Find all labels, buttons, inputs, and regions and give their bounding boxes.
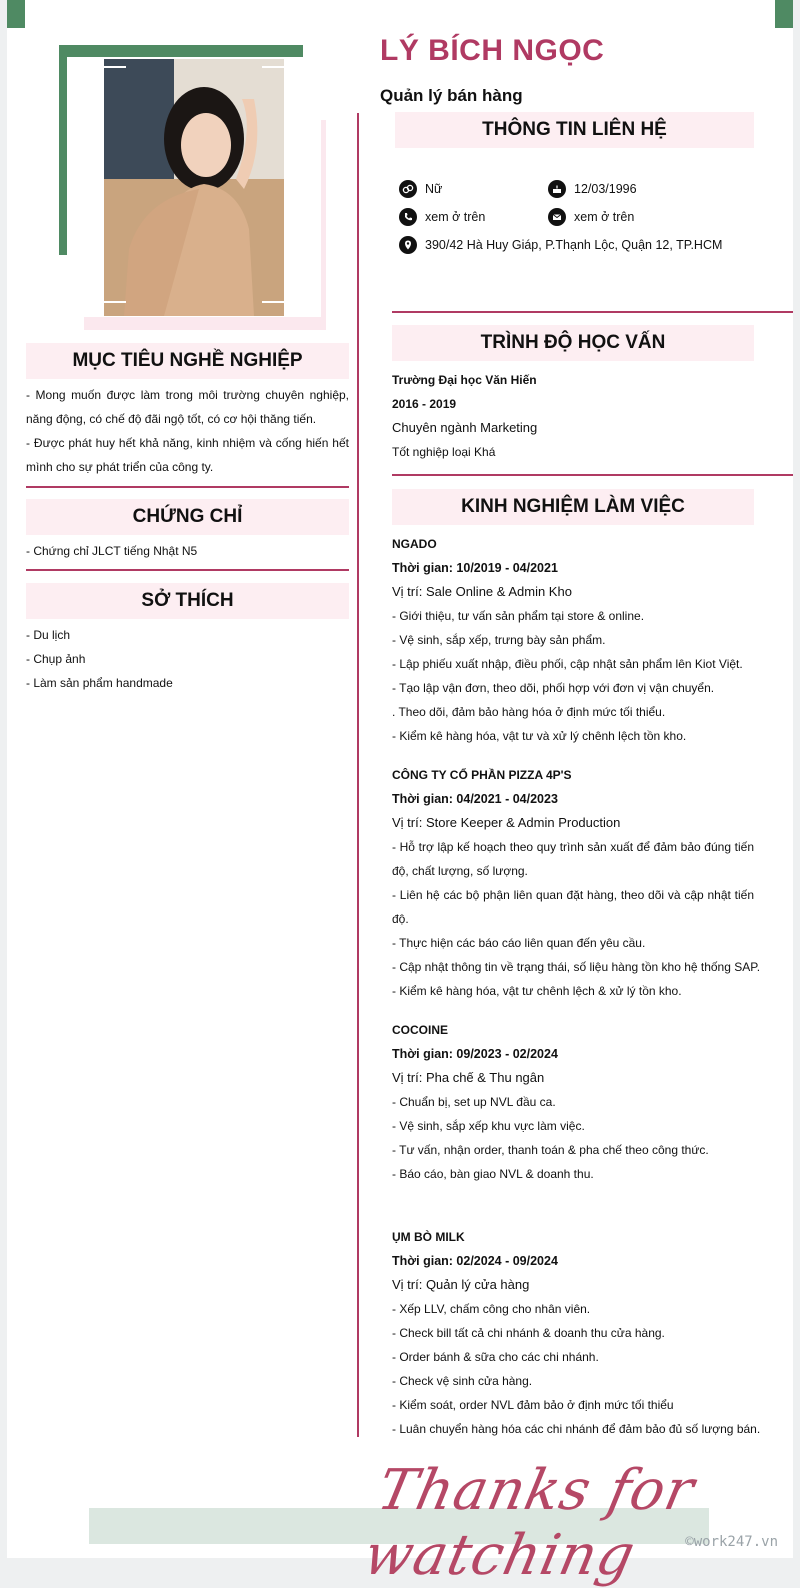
job-task: - Kiểm soát, order NVL đảm bảo ở định mức tối thiểu xyxy=(392,1398,674,1412)
corner-decoration-left xyxy=(7,0,25,28)
column-divider xyxy=(357,113,359,1437)
job-company: ỤM BÒ MILK xyxy=(392,1230,465,1244)
education-grade: Tốt nghiệp loại Khá xyxy=(392,445,496,459)
email-value: xem ở trên xyxy=(574,210,635,224)
job-task: . Theo dõi, đảm bảo hàng hóa ở định mức tối thiểu. xyxy=(392,705,666,719)
certificate-item: - Chứng chỉ JLCT tiếng Nhật N5 xyxy=(26,544,198,558)
job-task: - Check bill tất cả chi nhánh & doanh thu cửa hàng. xyxy=(392,1326,665,1340)
candidate-name: LÝ BÍCH NGỌC xyxy=(380,34,605,67)
job-position: Vị trí: Pha chế & Thu ngân xyxy=(392,1070,545,1085)
job-period: Thời gian: 09/2023 - 02/2024 xyxy=(392,1047,558,1061)
certificates-heading: CHỨNG CHỈ xyxy=(26,499,349,535)
job-company: NGADO xyxy=(392,537,437,551)
phone-icon xyxy=(399,208,417,226)
photo-corner-tick xyxy=(104,301,126,303)
hobby-item: - Chụp ảnh xyxy=(26,652,86,666)
job-task: - Order bánh & sữa cho các chi nhánh. xyxy=(392,1350,599,1364)
gender-icon xyxy=(399,180,417,198)
job-task: - Tạo lập vận đơn, theo dõi, phối hợp với đơn vị vận chuyển. xyxy=(392,681,715,695)
hobby-item: - Du lịch xyxy=(26,628,71,642)
education-major: Chuyên ngành Marketing xyxy=(392,420,538,435)
job-task: - Luân chuyển hàng hóa các chi nhánh để đảm bảo đủ số lượng bán. xyxy=(392,1422,761,1436)
experience-heading: KINH NGHIỆM LÀM VIỆC xyxy=(392,489,754,525)
contact-birthday xyxy=(548,180,637,198)
mail-icon xyxy=(548,208,566,226)
job-task: - Check vệ sinh cửa hàng. xyxy=(392,1374,533,1388)
job-task: - Liên hệ các bộ phận liên quan đặt hàng, theo dõi và cập nhật tiến độ. xyxy=(392,888,754,926)
job-position: Vị trí: Store Keeper & Admin Production xyxy=(392,815,621,830)
objective-text: - Mong muốn được làm trong môi trường chuyên nghiệp, năng động, có chế độ đãi ngộ tốt, có cơ hội thăng tiến. xyxy=(26,388,349,426)
job-task: - Thực hiện các báo cáo liên quan đến yêu cầu. xyxy=(392,936,646,950)
address-value: 390/42 Hà Huy Giáp, P.Thạnh Lộc, Quận 12, TP.HCM xyxy=(425,238,723,252)
job-task: - Báo cáo, bàn giao NVL & doanh thu. xyxy=(392,1167,594,1181)
contact-address xyxy=(399,236,722,254)
job-period: Thời gian: 02/2024 - 09/2024 xyxy=(392,1254,558,1268)
job-task: - Hỗ trợ lập kế hoạch theo quy trình sản xuất để đảm bảo đúng tiến độ, chất lượng, số lượng. xyxy=(392,840,754,878)
location-pin-icon xyxy=(399,236,417,254)
gender-value: Nữ xyxy=(425,182,443,196)
job-company: CÔNG TY CỔ PHẦN PIZZA 4P'S xyxy=(392,768,572,782)
cv-page xyxy=(7,0,793,1588)
birthday-cake-icon xyxy=(548,180,566,198)
job-task: - Giới thiệu, tư vấn sản phẩm tại store & online. xyxy=(392,609,645,623)
objective-heading: MỤC TIÊU NGHỀ NGHIỆP xyxy=(26,343,349,379)
job-task: - Kiểm kê hàng hóa, vật tư chênh lệch & xử lý tồn kho. xyxy=(392,984,682,998)
education-heading: TRÌNH ĐỘ HỌC VẤN xyxy=(392,325,754,361)
watermark: ©work247.vn xyxy=(685,1534,778,1550)
job-task: - Kiểm kê hàng hóa, vật tư và xử lý chênh lệch tồn kho. xyxy=(392,729,687,743)
divider xyxy=(26,486,349,488)
contact-gender xyxy=(399,180,442,198)
job-position: Vị trí: Sale Online & Admin Kho xyxy=(392,584,572,599)
contact-phone xyxy=(399,208,485,226)
education-years: 2016 - 2019 xyxy=(392,397,457,411)
photo-corner-tick xyxy=(262,301,284,303)
birthday-value: 12/03/1996 xyxy=(574,182,637,196)
thanks-text: Thanks for watching xyxy=(358,1458,701,1588)
contact-heading: THÔNG TIN LIÊN HỆ xyxy=(395,112,754,148)
photo-corner-tick xyxy=(104,66,126,68)
job-task: - Lập phiếu xuất nhập, điều phối, cập nhật sản phẩm lên Kiot Việt. xyxy=(392,657,743,671)
divider xyxy=(26,569,349,571)
job-period: Thời gian: 10/2019 - 04/2021 xyxy=(392,561,558,575)
job-task: - Vệ sinh, sắp xếp khu vực làm việc. xyxy=(392,1119,585,1133)
job-task: - Cập nhật thông tin về trạng thái, số liệu hàng tồn kho hệ thống SAP. xyxy=(392,960,761,974)
divider xyxy=(392,474,793,476)
phone-value: xem ở trên xyxy=(425,210,486,224)
education-school: Trường Đại học Văn Hiến xyxy=(392,373,537,387)
profile-photo xyxy=(104,59,284,316)
job-task: - Xếp LLV, chấm công cho nhân viên. xyxy=(392,1302,591,1316)
photo-corner-tick xyxy=(262,66,284,68)
corner-decoration-right xyxy=(775,0,793,28)
objective-text: - Được phát huy hết khả năng, kinh nhiệm và cống hiến hết mình cho sự phát triển của công ty. xyxy=(26,436,349,474)
job-period: Thời gian: 04/2021 - 04/2023 xyxy=(392,792,558,806)
candidate-role: Quản lý bán hàng xyxy=(380,86,523,105)
job-task: - Chuẩn bị, set up NVL đầu ca. xyxy=(392,1095,556,1109)
hobbies-heading: SỞ THÍCH xyxy=(26,583,349,619)
hobby-item: - Làm sản phẩm handmade xyxy=(26,676,173,690)
job-company: COCOINE xyxy=(392,1023,449,1037)
divider xyxy=(392,311,793,313)
contact-email xyxy=(548,208,634,226)
job-task: - Tư vấn, nhận order, thanh toán & pha chế theo công thức. xyxy=(392,1143,709,1157)
job-task: - Vệ sinh, sắp xếp, trưng bày sản phẩm. xyxy=(392,633,606,647)
job-position: Vị trí: Quản lý cửa hàng xyxy=(392,1277,530,1292)
